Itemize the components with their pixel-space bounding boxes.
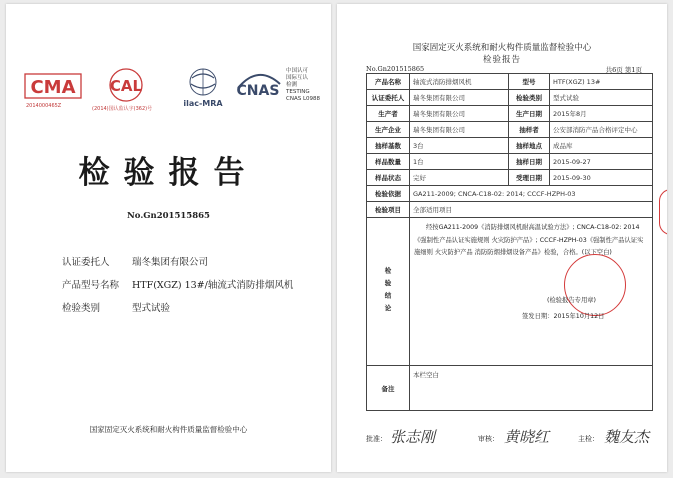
table-row bbox=[367, 90, 653, 106]
cell-value: 瑞冬集团有限公司 bbox=[410, 122, 509, 138]
cell-label: 抽样者 bbox=[509, 122, 550, 138]
field-client bbox=[62, 254, 208, 268]
report-title: 检验报告 bbox=[78, 155, 259, 191]
test-items: 全部适用项目 bbox=[410, 202, 653, 218]
table-row bbox=[367, 138, 653, 154]
cell-label: 抽样日期 bbox=[509, 154, 550, 170]
cell-label: 抽样地点 bbox=[509, 138, 550, 154]
cell-value: 完好 bbox=[410, 170, 509, 186]
table-row bbox=[367, 202, 653, 218]
cell-label: 认证委托人 bbox=[367, 90, 410, 106]
cell-label: 生产日期 bbox=[509, 106, 550, 122]
field-value: 瑞冬集团有限公司 bbox=[132, 257, 209, 268]
field-value: HTF(XGZ) 13#/轴流式消防排烟风机 bbox=[132, 280, 294, 291]
report-subtitle: 检验报告 bbox=[482, 55, 521, 65]
table-row bbox=[367, 170, 653, 186]
svg-text:ilac-MRA: ilac-MRA bbox=[183, 99, 223, 108]
cell-value: 公安部消防产品合格评定中心 bbox=[550, 122, 653, 138]
table-row bbox=[367, 106, 653, 122]
page-info: 共6页 第1页 bbox=[605, 66, 642, 74]
cell-value: 2015-09-30 bbox=[550, 170, 653, 186]
issue-date: 签发日期：2015年10月12日 bbox=[522, 312, 605, 320]
cell-value: 型式试验 bbox=[550, 90, 653, 106]
table-row bbox=[367, 366, 653, 411]
field-label: 认证委托人 bbox=[62, 257, 110, 268]
field-label: 产品型号名称 bbox=[62, 280, 120, 291]
report-detail-page bbox=[337, 4, 667, 472]
remarks: 本栏空白 bbox=[410, 366, 653, 411]
left-footer: 国家固定灭火系统和耐火构件质量监督检验中心 bbox=[89, 425, 248, 434]
cell-label: 抽样基数 bbox=[367, 138, 410, 154]
edge-seal bbox=[659, 189, 667, 235]
cell-label: 备注 bbox=[367, 366, 410, 411]
cell-value: 2015-09-27 bbox=[550, 154, 653, 170]
conclusion-text: 经按GA211-2009《消防排烟风机耐高温试验方法》; CNCA-C18-02: 2014《强制性产品认证实施规则 火灾防护产品》; CCCF-HZPH-03《强制性产品认证实施细则 火灾防护产品 消防防烟排烟设备产品》检验，合格。(以下空白) bbox=[414, 224, 644, 256]
ilac-logo bbox=[176, 66, 230, 110]
cal-logo bbox=[103, 67, 149, 103]
cell-value: 瑞冬集团有限公司 bbox=[410, 90, 509, 106]
cell-value: HTF(XGZ) 13# bbox=[550, 74, 653, 90]
cell-label: 生产企业 bbox=[367, 122, 410, 138]
cell-label: 检验类别 bbox=[509, 90, 550, 106]
field-label: 检验类别 bbox=[62, 303, 101, 314]
table-row bbox=[367, 218, 653, 366]
table-row bbox=[367, 154, 653, 170]
field-value: 型式试验 bbox=[132, 303, 171, 314]
field-product bbox=[62, 277, 293, 291]
cell-value: 2015年8月 bbox=[550, 106, 653, 122]
cell-label: 受理日期 bbox=[509, 170, 550, 186]
cell-value: 3台 bbox=[410, 138, 509, 154]
cell-value: 轴流式消防排烟风机 bbox=[410, 74, 509, 90]
seal-caption: (检验报告专用章) bbox=[547, 296, 596, 304]
cell-label: 样品数量 bbox=[367, 154, 410, 170]
cell-value: 瑞冬集团有限公司 bbox=[410, 106, 509, 122]
cnas-text: 中国认可 国际互认 检测 TESTING CNAS L0988 bbox=[286, 68, 321, 102]
cell-label: 产品名称 bbox=[367, 74, 410, 90]
report-number: No.Gn201515865 bbox=[366, 65, 425, 73]
cell-label: 检验结论 bbox=[383, 266, 392, 317]
table-row bbox=[367, 186, 653, 202]
cell-label: 检验依据 bbox=[367, 186, 410, 202]
inspector-label: 主检： bbox=[578, 435, 599, 443]
cal-caption: (2014)国认监认字(362)号 bbox=[92, 106, 153, 112]
seal-area bbox=[414, 260, 648, 324]
conclusion-label-cell bbox=[367, 218, 410, 366]
inspector-signature: 魏友杰 bbox=[604, 428, 650, 446]
test-basis: GA211-2009; CNCA-C18-02: 2014; CCCF-HZPH-03 bbox=[410, 186, 653, 202]
report-cover-page bbox=[6, 4, 331, 472]
cell-label: 检验项目 bbox=[367, 202, 410, 218]
reviewer-label: 审核： bbox=[478, 435, 499, 443]
approver-label: 批准： bbox=[366, 435, 387, 443]
table-row bbox=[367, 122, 653, 138]
cell-label: 生产者 bbox=[367, 106, 410, 122]
cma-number: 2014000465Z bbox=[26, 103, 62, 109]
conclusion-cell bbox=[410, 218, 653, 366]
reviewer-signature: 黄晓红 bbox=[504, 428, 550, 446]
cell-label: 样品状态 bbox=[367, 170, 410, 186]
svg-text:CNAS: CNAS bbox=[236, 83, 280, 99]
approver-signature: 张志刚 bbox=[390, 428, 436, 446]
cell-value: 成品库 bbox=[550, 138, 653, 154]
report-table bbox=[366, 73, 653, 411]
cnas-logo bbox=[232, 68, 284, 108]
center-header: 国家固定灭火系统和耐火构件质量监督检验中心 bbox=[412, 43, 592, 53]
report-number: No.Gn201515865 bbox=[127, 211, 210, 221]
cell-value: 1台 bbox=[410, 154, 509, 170]
svg-text:CMA: CMA bbox=[30, 77, 76, 98]
cma-logo bbox=[22, 71, 84, 101]
svg-text:CAL: CAL bbox=[109, 77, 143, 95]
field-category bbox=[62, 300, 170, 314]
table-row bbox=[367, 74, 653, 90]
cell-label: 型号 bbox=[509, 74, 550, 90]
